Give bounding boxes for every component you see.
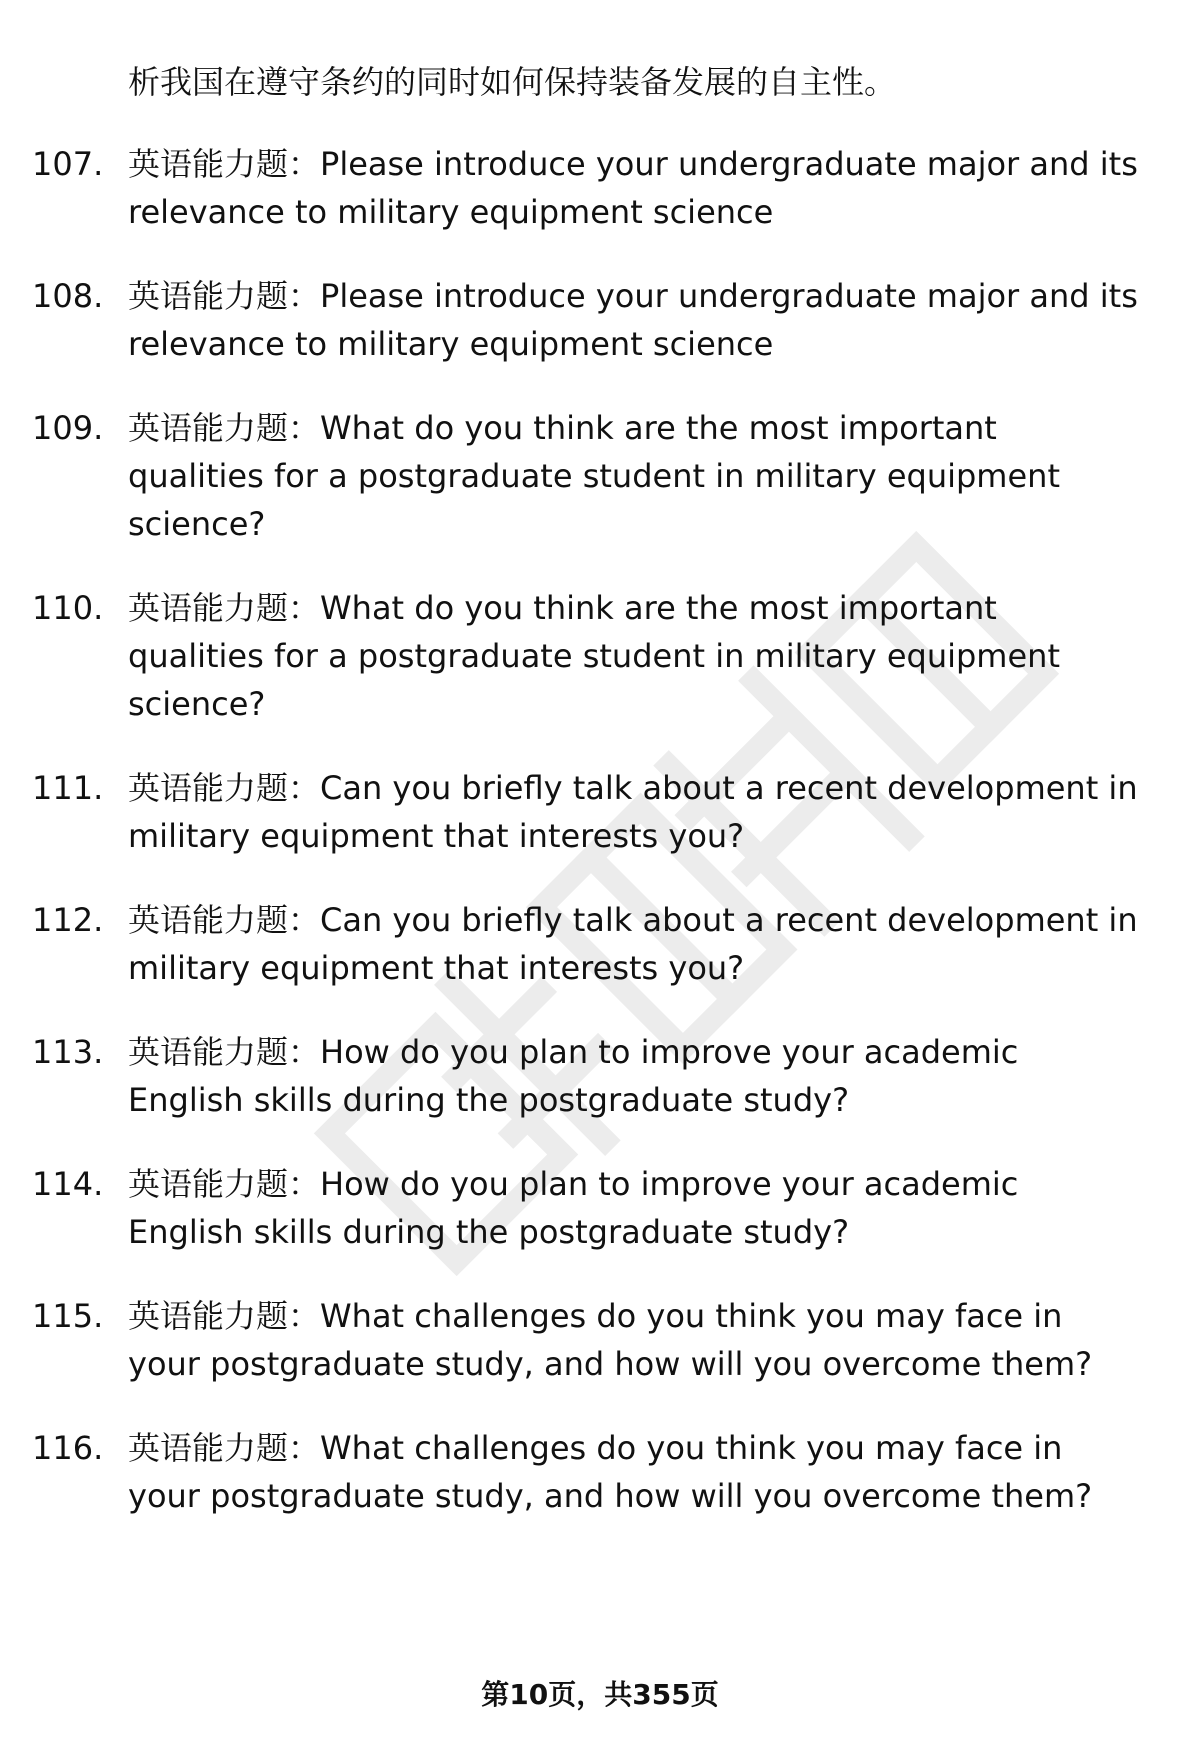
page-footer: 第10页，共355页	[481, 1678, 719, 1711]
question-text: Please introduce your undergraduate major and its relevance to military equipment science	[128, 277, 1138, 363]
question-number: 113.	[32, 1033, 104, 1071]
question-text: Can you briefly talk about a recent development in military equipment that interests you?	[128, 769, 1138, 855]
question-number: 107.	[32, 145, 104, 183]
question-item	[0, 1028, 1200, 1124]
question-item	[0, 1424, 1200, 1520]
question-number: 110.	[32, 589, 104, 627]
question-body	[128, 896, 1138, 992]
question-text: How do you plan to improve your academic English skills during the postgraduate study?	[128, 1033, 1019, 1119]
question-body	[128, 272, 1138, 368]
question-text: What do you think are the most important qualities for a postgraduate student in military equipment science?	[128, 409, 1060, 543]
question-category-label: 英语能力题：	[128, 589, 321, 627]
question-item	[0, 1160, 1200, 1256]
question-list	[0, 140, 1200, 1556]
question-category-label: 英语能力题：	[128, 409, 321, 447]
question-category-label: 英语能力题：	[128, 1297, 321, 1335]
question-text: What challenges do you think you may face in your postgraduate study, and how will you overcome them?	[128, 1297, 1093, 1383]
question-body	[128, 404, 1138, 548]
question-body	[128, 584, 1138, 728]
question-number: 114.	[32, 1165, 104, 1203]
question-text: What challenges do you think you may face in your postgraduate study, and how will you overcome them?	[128, 1429, 1093, 1515]
question-item	[0, 272, 1200, 368]
question-category-label: 英语能力题：	[128, 1033, 321, 1071]
question-item	[0, 404, 1200, 548]
question-body	[128, 140, 1138, 236]
question-body	[128, 1292, 1138, 1388]
continuation-text: 析我国在遵守条约的同时如何保持装备发展的自主性。	[128, 63, 897, 101]
question-number: 109.	[32, 409, 104, 447]
question-item	[0, 1292, 1200, 1388]
question-text: What do you think are the most important qualities for a postgraduate student in military equipment science?	[128, 589, 1060, 723]
question-number: 108.	[32, 277, 104, 315]
question-item	[0, 140, 1200, 236]
question-number: 115.	[32, 1297, 104, 1335]
question-category-label: 英语能力题：	[128, 1165, 321, 1203]
question-category-label: 英语能力题：	[128, 1429, 321, 1467]
question-item	[0, 896, 1200, 992]
question-category-label: 英语能力题：	[128, 277, 321, 315]
question-body	[128, 764, 1138, 860]
question-number: 116.	[32, 1429, 104, 1467]
question-category-label: 英语能力题：	[128, 145, 321, 183]
question-text: Can you briefly talk about a recent development in military equipment that interests you?	[128, 901, 1138, 987]
question-item	[0, 584, 1200, 728]
question-text: Please introduce your undergraduate major and its relevance to military equipment science	[128, 145, 1138, 231]
question-body	[128, 1028, 1138, 1124]
question-category-label: 英语能力题：	[128, 769, 321, 807]
question-number: 111.	[32, 769, 104, 807]
question-item	[0, 764, 1200, 860]
question-body	[128, 1424, 1138, 1520]
question-text: How do you plan to improve your academic English skills during the postgraduate study?	[128, 1165, 1019, 1251]
question-category-label: 英语能力题：	[128, 901, 321, 939]
question-body	[128, 1160, 1138, 1256]
question-number: 112.	[32, 901, 104, 939]
